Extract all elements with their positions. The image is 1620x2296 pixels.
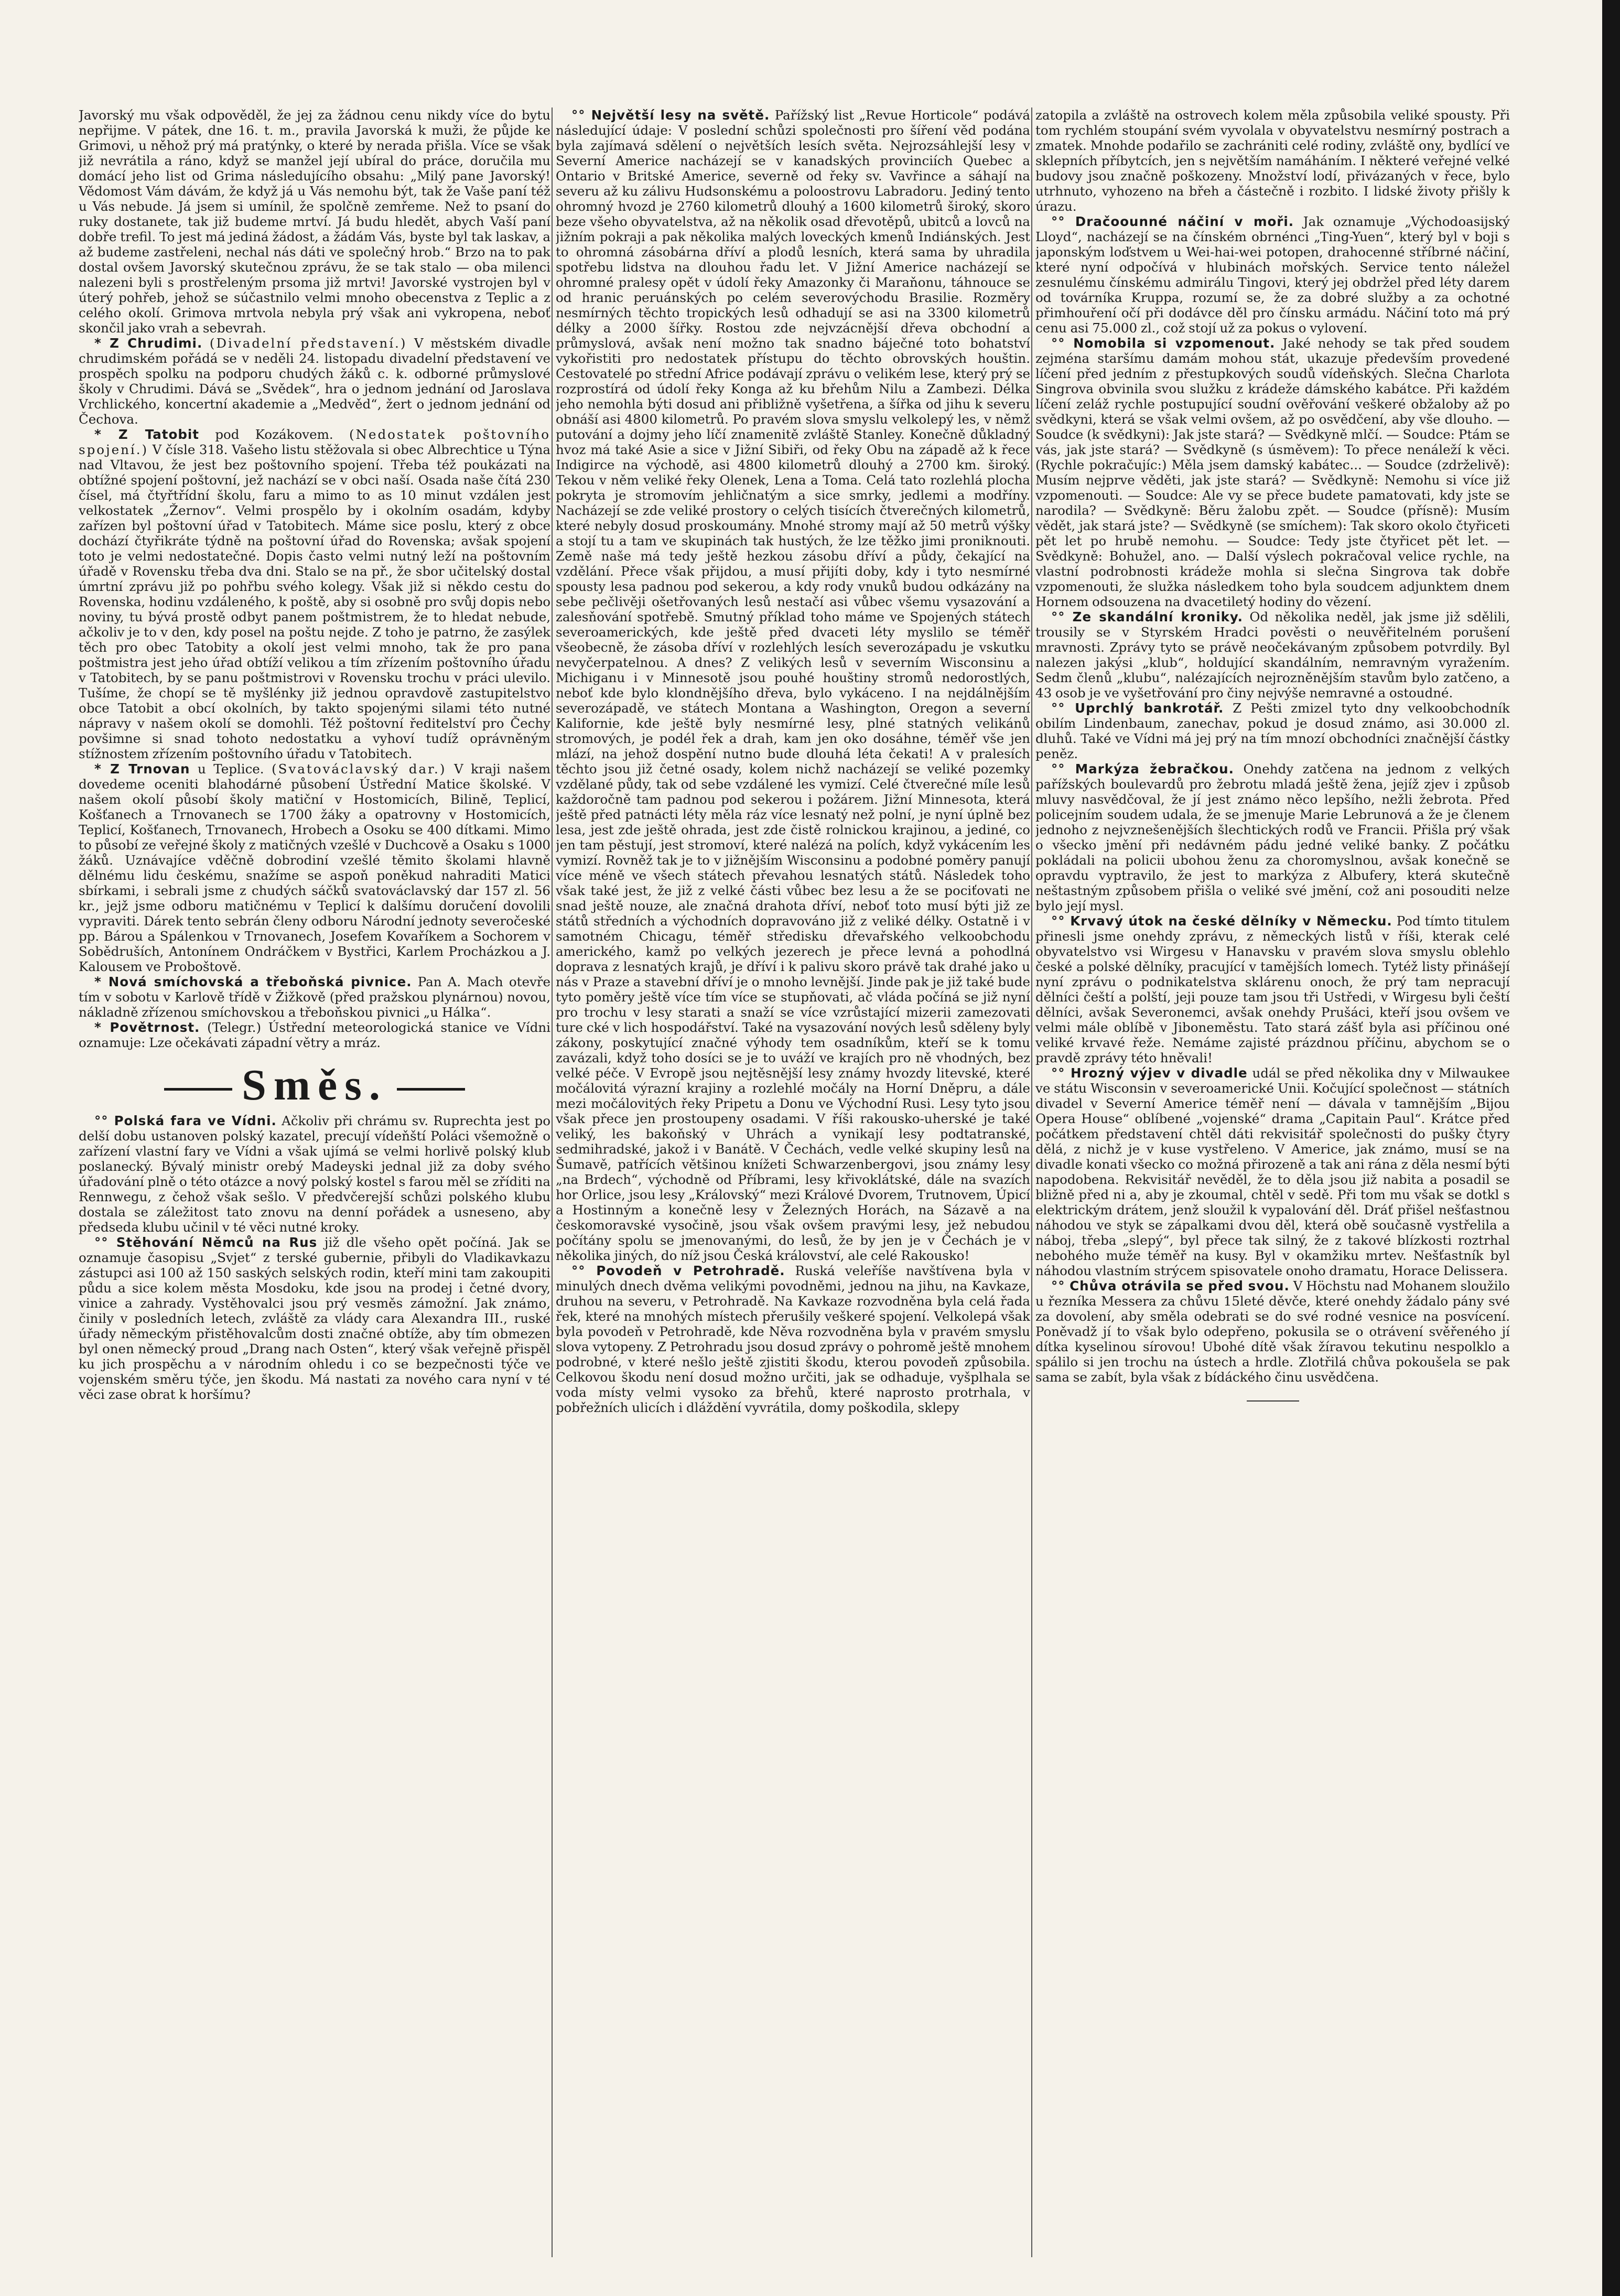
article-vzpomenout xyxy=(1035,336,1510,609)
article-heading: * Povětrnost. xyxy=(94,1020,200,1035)
ornament-rule xyxy=(397,1088,465,1091)
article-heading: °° Chůva otrávila se před svou. xyxy=(1051,1278,1290,1293)
article-body: V kraji našem dovedeme oceniti blahodárné působení Ústřední Matice školské. V našem okolí působí školy matiční v Hostomicích, Bilině, Teplicí, Košťanech a Trnovanech se 1700 žáky a opatrovny v Hostomicích, Teplicí, Košťanech, Trnovanech, Hrobech a Osoku se 400 dítkami. Mimo to působí ze veřejné školy z matičných vzešlé v Duchcově a Osaku s 1000 žáků. Uznávajíce vděčně dobrodiní vzešlé těmito školami hlavně dělnému lidu českému, snažíme se aspoň poněkud nahraditi Matici sbírkami, i sebrali jsme z chudých sáčků svatováclavský dar 157 zl. 56 kr., jejž jsme odboru matičnému v Teplicí k dalšímu doručení dovolili vypraviti. Dárek tento sebrán členy odboru Národní jednoty severočeské pp. Bárou a Spálenkou v Trnovanech, Josefem Kovaříkem a Sochorem v Sobědruších, Antonínem Ondráčkem v Bystřici, Karlem Procházkou a J. Kalousem ve Proboštově. xyxy=(79,761,550,974)
article-trnovany xyxy=(79,761,550,974)
article-body: (Telegr.) Ústřední meteorologická stanice ve Vídni oznamuje: Lze očekávati západní větry a mráz. xyxy=(79,1020,550,1050)
article-skandalni xyxy=(1035,609,1510,700)
article-body: Ruská veleříše navštívena byla v minulých dnech dvěma velikými povodněmi, jednou na jihu, na Kavkaze, druhou na severu, v Petrohradě. Na Kavkaze rozvodněna byla celá řada řek, které na mnohých místech přerušily veškeré spojení. Velkolepá však byla povodeň v Petrohradě, kde Něva rozvodněna byla v pravém smyslu slova vytopeny. Z Petrohradu jsou dosud zprávy o pohromě ještě mnohem podrobné, v které nešlo ještě zjistiti škodu, kterou povodeň způsobila. Celkovou škodu není dosud možno určiti, jak se odhaduje, vyšplhala se voda místy velmi vysoko za břehů, které naprosto protrhala, v pobřežních ulicích i dláždění vyvrátila, domy poškodila, sklepy xyxy=(556,1263,1030,1415)
section-title-text: Směs. xyxy=(242,1061,387,1109)
article-heading: °° Stěhování Němců na Rus xyxy=(94,1235,318,1250)
right-edge-bar xyxy=(1602,0,1620,2296)
article-chrudim xyxy=(79,336,550,427)
article-povetrnost xyxy=(79,1020,550,1050)
end-rule xyxy=(1247,1400,1299,1402)
article-bankrotar xyxy=(1035,700,1510,761)
article-continuation: zatopila a zvláště na ostrovech kolem měla způsobila veliké spousty. Při tom rychlém stoupání svém vyvolala v obyvatelstvu nesmírný postrach a zmatek. Mnohde podařilo se zachrániti celé rodiny, zvláště ony, bydlící ve sklepních příbytcích, jen s největším namáháním. I některé veřejné velké budovy jsou značně poškozeny. Množství lodí, přivázaných v řece, bylo utrhnuto, vyhozeno na břeh a částečně i rozbito. I lidské životy přišly k úrazu. xyxy=(1035,107,1510,214)
article-subheading: (Divadelní představení.) xyxy=(209,336,407,351)
article-body: V Höchstu nad Mohanem sloužilo u řezníka Messera za chůvu 15leté děvče, které onehdy žádalo pány své za dovolení, aby směla odebrati se do své rodné vesnice na posvícení. Poněvadž jí to však bylo odepřeno, pokusila se o otrávení svěřeného jí dítka kyselinou sírovou! Ubohé dítě však žíravou tekutinu nespolklo a spálilo si jen trochu na ústech a hrdle. Zlotřilá chůva pokoušela se pak sama se zabít, byla však z bídáckého činu usvědčena. xyxy=(1035,1278,1510,1385)
article-divadlo xyxy=(1035,1065,1510,1278)
column-3 xyxy=(1035,107,1510,2257)
ornament-rule xyxy=(164,1088,232,1091)
article-heading: °° Dračoounné náčiní v moři. xyxy=(1051,214,1294,229)
newspaper-page xyxy=(79,107,1573,2257)
article-body: Z Pešti zmizel tyto dny velkoobchodník obilím Lindenbaum, zanechav, pokud je dosud známo, asi 30.000 zl. dluhů. Také ve Vídni má jej prý na tím mnozí obchodníci značnější částky peněz. xyxy=(1035,700,1510,761)
article-tatobity xyxy=(79,427,550,761)
article-subheading: (Nedostatek poštovního spojení.) xyxy=(79,427,550,457)
article-heading-suffix: pod Kozákovem. xyxy=(215,427,333,442)
article-body: Onehdy zatčena na jednom z velkých pařížských boulevardů pro žebrotu mladá ještě žena, jejíž zjev i způsob mluvy nasvědčoval, že jí jest známo něco lepšího, nežli žebrota. Před policejním soudem udala, že se jmenuje Marie Lebrunová a že je členem jednoho z nejvznešenějších šlechtických rodů ve Francii. Přišla prý však o všecko jmění při nedávném pádu jedné veliké banky. Z počátku pokládali na policii ubohou ženu za choromyslnou, avšak konečně se opravdu vyptravilo, že jest to markýza z Albufery, která skutečně neštastným způsobem přišla o veliké své jmění, což ani posouditi nelze bylo její mysl. xyxy=(1035,761,1510,913)
article-povoden xyxy=(556,1263,1030,1415)
article-chuva xyxy=(1035,1278,1510,1385)
column-rule xyxy=(1031,107,1032,2257)
article-krvavy-utok xyxy=(1035,913,1510,1065)
article-body: Ačkoliv při chrámu sv. Ruprechta jest po delší dobu ustanoven polský kazatel, precují vídeňští Poláci všemožně o zařízení vlastní fary ve Vídni a však ujímá se velmi horlivě polský klub poslanecký. Bývalý ministr orebý Madeyski jednal již za doby svého úřadování plně o této otázce a nový polský kostel s farou měl se zříditi na Rennwegu, z čehož však sešlo. V předvčerejší schůzi polského klubu dostala se záležitost tato znovu na denní pořádek a usneseno, aby předseda klubu učinil v té věci nutné kroky. xyxy=(79,1113,550,1235)
article-heading: * Nová smíchovská a třeboňská pivnice. xyxy=(94,974,412,989)
article-body: již dle všeho opět počíná. Jak se oznamuje časopisu „Svjet“ z terské gubernie, přibyli do Vladikavkazu zástupci asi 100 až 150 saských selských rodin, kteří mini tam zakoupiti půdu a sice kolem města Mosdoku, kde jsou na prodej i četné dvory, vinice a zahrady. Vystěhovalci jsou prý vesměs zámožní. Jak známo, činily v posledních letech, zvláště za vlády cara Alexandra III., ruské úřady německým přistěhovalcům dosti značné obtíže, aby tím obmezen byl onen německý proud „Drang nach Osten“, který však veřejně přispěl ku jich prospěchu a v národním ohledu i co se bezpečnosti týče ve vojenském směru týče, jen škodu. Má nastati za nového cara nyní v té věci zase obrat k horšímu? xyxy=(79,1235,550,1402)
article-heading: * Z Chrudimi. xyxy=(94,336,203,351)
article-continuation: Javorský mu však odpověděl, že jej za žádnou cenu nikdy více do bytu nepřijme. V pátek, dne 16. t. m., pravila Javorská k muži, že půjde ke Grimovi, u něhož prý má pratýnky, o které by nerada přišla. Více se však již nevrátila a ráno, když se manžel její ubíral do práce, doručila mu domácí jeho list od Grima následujícího obsahu: „Milý pane Javorský! Vědomost Vám dávám, že když já u Vás nemohu být, tak že Vaše paní též u Vás nebude. Já jsem si umínil, že spolčně zemřeme. Než to psaní do ruky dostanete, tak již budeme mrtví. Já budu hledět, abych Vaší paní dobře trefil. To jest má jediná žádost, a žádám Vás, byste byl tak laskav, a až budeme zastřeleni, nechal nás dáti ve společný hrob.“ Brzo na to pak dostal ovšem Javorský skutečnou zprávu, že se tak stalo — oba milenci nalezeni byli s prostřeleným prsoma již mrtvi! Javorské vystrojen byl v úterý pohřeb, jehož se súčastnilo velmi mnoho obecenstva z Teplic a z celého okolí. Grimova mrtvola nebyla prý však ani vykropena, neboť skončil jako vrah a sebevrah. xyxy=(79,107,550,336)
article-heading: °° Markýza žebračkou. xyxy=(1051,761,1234,777)
article-body: Pařížský list „Revue Horticole“ podává následující údaje: V poslední schůzi společnosti pro šíření věd podána byla zajímavá sdělení o největších lesích světa. Nejrozsáhlejší lesy v Severní Americe nacházejí se v kanadských provinciích Quebec a Ontario v Britské Americe, severně od řeky sv. Vavřince a sáhají na severu až ku zálivu Hudsonskému a poloostrovu Labradoru. Jediný tento ohromný hvozd je 2760 kilometrů dlouhý a 1600 kilometrů široký, skoro beze všeho obyvatelstva, až na několik osad dřevotěpů, ubitců a lovců na jižním pokraji a pak několika malých loveckých kmenů Indiánských. Jest to ohromná zásobárna dříví a plodů lesních, která sama by uhradila spotřebu lidstva na dlouhou řadu let. V Jižní Americe nacházejí se ohromné pralesy opět v údolí řeky Amazonky či Maraňonu, táhnouce se od hranic peruánských po celém severovýchodu Brasilie. Rozměry nesmírných těchto tropických lesů odhadují se asi na 3300 kilometrů délky a 2000 šířky. Rostou zde nejvzácnější dřeva obchodní a průmyslová, avšak není možno tak snadno báječné toto bohatství vykořistiti pro nedostatek přístupu do těchto obrovských houštin. Cestovatelé po střední Africe podávají zprávu o velikém lese, který prý se rozprostírá od údolí řeky Konga až ku břehům Nilu a Zambezi. Délka jeho nemohla býti dosud ani přibližně vyšetřena, a šířka od jihu k severu obnáší asi 4800 kilometrů. Po pravém slova smyslu velkolepý les, v němž putování a dojmy jeho líčí znamenitě zvláště Stanley. Konečně důkladný hvoz má také Asie a sice v Jižní Sibiři, od řeky Obu na západě až k řece Indigirce na východě, asi 4800 kilometrů dlouhý a 2700 km. široký. Tekou v něm veliké řeky Olenek, Lena a Toma. Celá tato rozlehlá plocha pokryta je stromovím jehličnatým a sice smrky, jedlemi a modříny. Nacházejí se zde veliké prostory o celých tisících čtverečných kilometrů, které nebyly dosud proskoumány. Mnohé stromy mají až 50 metrů výšky a stojí tu a tam ve skupinách tak hustých, že lze těžko jimi proniknouti. Země naše má tedy ještě hezkou zásobu dříví a půdy, čekající na vzdělání. Přece však přijdou, a musí přijíti doby, kdy i tyto nesmírné spousty lesa padnou pod sekerou, a kdy rody vnuků budou odkázány na sebe pečlivěji ošetřovaných lesů nestačí asi vůbec všemu vysazování a zalesňování spotřebě. Smutný příklad toho máme ve Spojených státech severoamerických, kde ještě před dvaceti léty myslilo se téměř všeobecně, že zásoba dříví v rozlehlých lesích severozápadu je vskutku nevyčerpatelnou. A dnes? Z velikých lesů v severním Wisconsinu a Michiganu i v Minnesotě jsou pouhé houštiny stromů nedorostlých, neboť kde bylo klondnějšího dřeva, bylo vykáceno. I na nejdálnějším severozápadě, ve státech Montana a Washington, Oregon a severní Kalifornie, kde ještě byly nesmírné lesy, plné statných velikánů stromových, je podél řek a drah, kam jen oko dosáhne, téměř vše jen mlází, na jehož dospění nutno bude dlouhá léta čekati! A v pralesích těchto jsou již četné osady, kolem nichž nacházejí se veliké pozemky vzdělané půdy, tak od sebe vzdálené les vymizí. Celé čtverečné míle lesů každoročně tam padnou pod sekerou i požárem. Jižní Minnesota, která ještě před patnácti léty měla ráz více lesnatý než polní, je nyní úplně bez lesa, jest zde ještě ohrada, jest zde čistě rolnickou krajinou, a jediné, co jen tam pěstují, jest stromoví, které nalézá na polích, když vykácením les vymizí. Rovněž tak je to v jižnějším Wisconsinu a podobné poměry panují více méně ve všech státech převahou lesnatých států. Následek toho však také jest, že již z velké části vůbec bez lesu a že se pociťovati ne snad ještě nouze, ale značná drahota dříví, neboť toto musí býti již ze států středních a východních dopravováno již z veliké délky. Ostatně i v samotném Chicagu, téměř středisku dřevařského velkoobchodu amerického, kamž po velkých jezerech je přece levná a pohodlná doprava z lesnatých krajů, je dříví i k palivu skoro právě tak drahé jako u nás v Praze a stavební dříví je o mnoho levnější. Jinde pak je již také bude tyto poměry ještě více tím více se stupňovati, ač vláda počíná se již nyní pro trochu v lesy starati a snaží se více vzrůstající mizerii zamezovati ture cké v lich hospodářství. Také na vysazování nových lesů sděleny byly zákony, poskytující značné výhody tem osadníkům, kteří se k tomu zavázali, když toho dosíci se je to uváží ve krajích pro ně vhodných, bez velké péče. V Evropě jsou nejtěsnější lesy známy hvozdy litevské, které močálovitá výrazní krajiny a rozlehlé močály na Horní Dněpru, a dále mezi močálovitých řeky Pripetu a Donu ve Východní Rusi. Lesy tyto jsou však přece jen prostoupeny osadami. V říši rakousko-uherské je také veliký, les bakoňský v Uhrách a vynikají lesy podtatranské, sedmihradské, jakož i v Banátě. V Čechách, vedle velké skupiny lesů na Šumavě, patřících většinou knížeti Schwarzenbergovi, jsou známy lesy „na Brdech“, východně od Příbrami, lesy křivoklátské, dále na svazích hor Orlice, jsou lesy „Královský“ mezi Králové Dvorem, Trutnovem, Úpicí a Hostinným a konečně lesy v Železných Horách, na Sázavě a na českomoravské vysočině, jsou však ovšem pravými lesy, jež nebudou počítány spolu se jmenovanými, do lesů, že by jen je v Čechách je v několika jiných, do níž jsou Česká království, ale celé Rakousko! xyxy=(556,107,1030,1263)
article-body: Pod tímto titulem přinesli jsme onehdy zprávu, z německých listů v říši, kterak celé obyvatelstvo vsi Wirgesu v Hanavsku v pravém slova smyslu oblehlo české a polské dělníky, pracující v tamějších lomech. Tytéž listy přinášejí nyní zprávu o podnikatelstva sklárenu onoch, že prý tam nepracují dělníci čeští a polští, jeji pouze tam jsou tři Ustředi, v Wirgesu byli čeští dělníci, avšak Severonemci, avšak onehdy Prušáci, kteří jsou ovšem ve velmi mále oblíbě v Jiboneměstu. Tato stará zášť byla asi příčinou oné veliké krvavé řeže. Nemáme zajisté prázdnou příčinu, abychom se o pravdě zprávy této hněvali! xyxy=(1035,913,1510,1065)
article-heading: * Z Tatobit xyxy=(94,427,199,442)
article-polska-fara xyxy=(79,1113,550,1235)
article-heading: * Z Trnovan xyxy=(94,761,190,777)
article-body: Od několika neděl, jak jsme již sdělili, trousily se v Styrském Hradci pověsti o neuvěřitelném porušení mravnosti. Zprávy tyto se právě neočekávaným způsobem potvrdily. Byl nalezen jakýsi „klub“, holdující skandálním, nemravným vyražením. Sedm členů „klubu“, nalézajících nejrozněnějším stavům bylo zatčeno, a 43 osob je ve vyšetřování pro činy nejvýše nemravné a ostoudné. xyxy=(1035,609,1510,700)
article-heading: °° Povodeň v Petrohradě. xyxy=(571,1263,785,1278)
article-pivnice xyxy=(79,974,550,1020)
column-2 xyxy=(556,107,1030,2257)
article-body: udál se před několika dny v Milwaukee ve státu Wisconsin v severoamerické Unii. Kočující společnost — státních divadel v Severní Americe téměř není — dávala v tamnějším „Bijou Opera House“ oblíbené „vojenské“ drama „Capitain Paul“. Krátce před počátkem představení chtěl dáti rekvisitář společnosti do pušky čtyry dělá, z nichž je v kuse vystřeleno. V Americe, jak známo, musí se na divadle konati všecko co možná přirozeně a tak ani rána z děla nesmí býti napodobena. Rekvisitář nevěděl, že to děla jsou již nabita a posadil se bližně před ni a, aby je zkoumal, chtěl v sedě. Při tom mu však se dotkl s elektrickým drátem, jenž sloužil k vypalování děl. Dráť přišel nešťastnou náhodou ve styk se zápalkami dvou děl, která obě současně vystřelila a náboj, třeba „slepý“, byl přece tak silný, že z takové blízkosti roztrhal nebohého muže téměř na kusy. Byl v okamžiku mrtev. Nešťastník byl náhodou vlastním strýcem spisovatele onoho dramatu, Horace Delissera. xyxy=(1035,1065,1510,1278)
article-heading-suffix: u Teplice. xyxy=(197,761,264,777)
article-markyza xyxy=(1035,761,1510,913)
column-rule xyxy=(552,107,553,2257)
section-title xyxy=(79,1062,550,1109)
article-body: Pan A. Mach otevře tím v sobotu v Karlově třídě v Žižkově (před pražskou plynárnou) novou, nákladně zřízenou smíchovskou a třeboňskou pivnici „u Hálka“. xyxy=(79,974,550,1020)
article-stehovani xyxy=(79,1235,550,1402)
article-body: V čísle 318. Vašeho listu stěžovala si obec Albrechtice u Týna nad Vltavou, že jest bez poštovního spojení. Třeba též poukázati na obtížné spojení poštovní, jež nachází se v obci naší. Osada naše čítá 230 čísel, má čtyřtřídní školu, faru a mimo to as 10 minut vzdálen jest velkostatek „Žernov“. Velmi prospělo by i okolním osadám, kdyby zařízen byl poštovní úřad v Tatobitech. Máme sice poslu, který z obce dochází čtyřikráte týdně na poštovní úřad do Rovenska; avšak spojení toto je velmi nedostatečné. Dopis často velmi nutný leží na poštovním úřadě v Rovensku třeba dva dni. Stalo se na př., že sbor učitelský dostal úmrtní zprávu již po pohřbu svého kolegy. Však již si někdo cestu do Rovenska, hodinu vzdáleného, k poště, aby si osobně pro svůj dopis nebo noviny, tu bývá prostě odbyt panem poštmistrem, že to hledat nebude, ačkoliv je to v den, kdy posel na poštu nejde. Z toho je patrno, že zasýlek těch pro obec Tatobity a okolí jest velmi mnoho, tak že pro pana poštmistra jest jeho úřad obtíží velikou a tím zřízením poštovního úřadu v Tatobitech, by se panu poštmistrovi v Rovensku trochu v práci ulevilo. Tušíme, že chopí se tě myšlénky již jednou opravdově zastupitelstvo obce Tatobit a obcí okolních, by takto spojenými silami této nutné nápravy v našem okolí se domohli. Též poštovní ředitelství pro Čechy povšimne si snad tohoto nedostatku a vyhoví tudíž oprávněným stížnostem zřízením poštovního úřadu v Tatobitech. xyxy=(79,442,550,761)
article-lesy xyxy=(556,107,1030,1263)
article-heading: °° Největší lesy na světě. xyxy=(571,107,770,123)
article-nacini xyxy=(1035,214,1510,336)
article-body: Jak oznamuje „Východoasijský Lloyd“, nacházejí se na čínském obrnénci „Ting-Yuen“, který byl v boji s japonským loďstvem u Wei-hai-wei potopen, drahocenné stříbrné náčiní, které nyní odpočívá v hlubinách mořských. Service tento náležel zesnulému čínskému admirálu Tingovi, který jej obdržel před léty darem od továrníka Kruppa, rozumí se, že za dobré služby a za ochotné přimhouření očí při dodávce děl pro čínsku armádu. Náčiní toto má prý cenu asi 75.000 zl., což stojí už za pokus o vylovení. xyxy=(1035,214,1510,336)
article-heading: °° Krvavý útok na české dělníky v Německu. xyxy=(1051,913,1392,929)
column-1 xyxy=(79,107,550,2257)
article-heading: °° Ze skandální kroniky. xyxy=(1051,609,1243,624)
article-heading: °° Polská fara ve Vídni. xyxy=(94,1113,277,1128)
article-subheading: (Svatováclavský dar.) xyxy=(272,761,447,777)
article-heading: °° Uprchlý bankrotář. xyxy=(1051,700,1224,716)
article-heading: °° Nomobila si vzpomenout. xyxy=(1051,336,1276,351)
article-body: V městském divadle chrudimském pořádá se v neděli 24. listopadu divadelní představení ve prospěch spolku na podporu chudých žáků c. k. odborné průmyslové školy v Chrudimi. Dává se „Svědek“, hra o jednom jednání od Jaroslava Vrchlického, koncertní akademie a „Medvěd“, žert o jednom jednání od Čechova. xyxy=(79,336,550,427)
article-body: Jaké nehody se tak před soudem zejména staršímu damám mohou stát, ukazuje především provedené líčení před jedním z přestupkových soudů vídeňských. Slečna Charlota Singrova obvinila svou služku z krádeže dámského kabátce. Při každém líčení zeláž rychle postupující soudní ověřování veškeré obžaloby až po svědkyni, která se však velmi ovšem, až po osvědčení, aby vše dlouho. — Soudce (k svědkyni): Jak jste stará? — Svědkyně mlčí. — Soudce: Ptám se vás, jak jste stará? — Svědkyně (s úsměvem): To přece nenáleží k věci. (Rychle pokračujíc:) Měla jsem damský kabátec... — Soudce (zdrželivě): Musím nejprve věděti, jak jste stará? — Svědkyně: Nemohu si více již vzpomenouti. — Soudce: Ale vy se přece budete pamatovati, kdy jste se narodila? — Svědkyně: Běru žalobu zpět. — Soudce (přísně): Musím vědět, jak stará jste? — Svědkyně (se smíchem): Tak skoro okolo čtyřiceti pět let po hrubě nemohu. — Soudce: Tedy jste čtyřicet pět let. — Svědkyně: Bohužel, ano. — Další výslech pokračoval velice rychle, na vlastní podrobnosti krádeže mohla si slečna Singrova tak dobře vzpomenouti, že služka následkem toho byla soudcem adjunktem dnem Hornem odsouzena na dvacetiletý hodiny do vězení. xyxy=(1035,336,1510,609)
article-heading: °° Hrozný výjev v divadle xyxy=(1051,1065,1248,1081)
